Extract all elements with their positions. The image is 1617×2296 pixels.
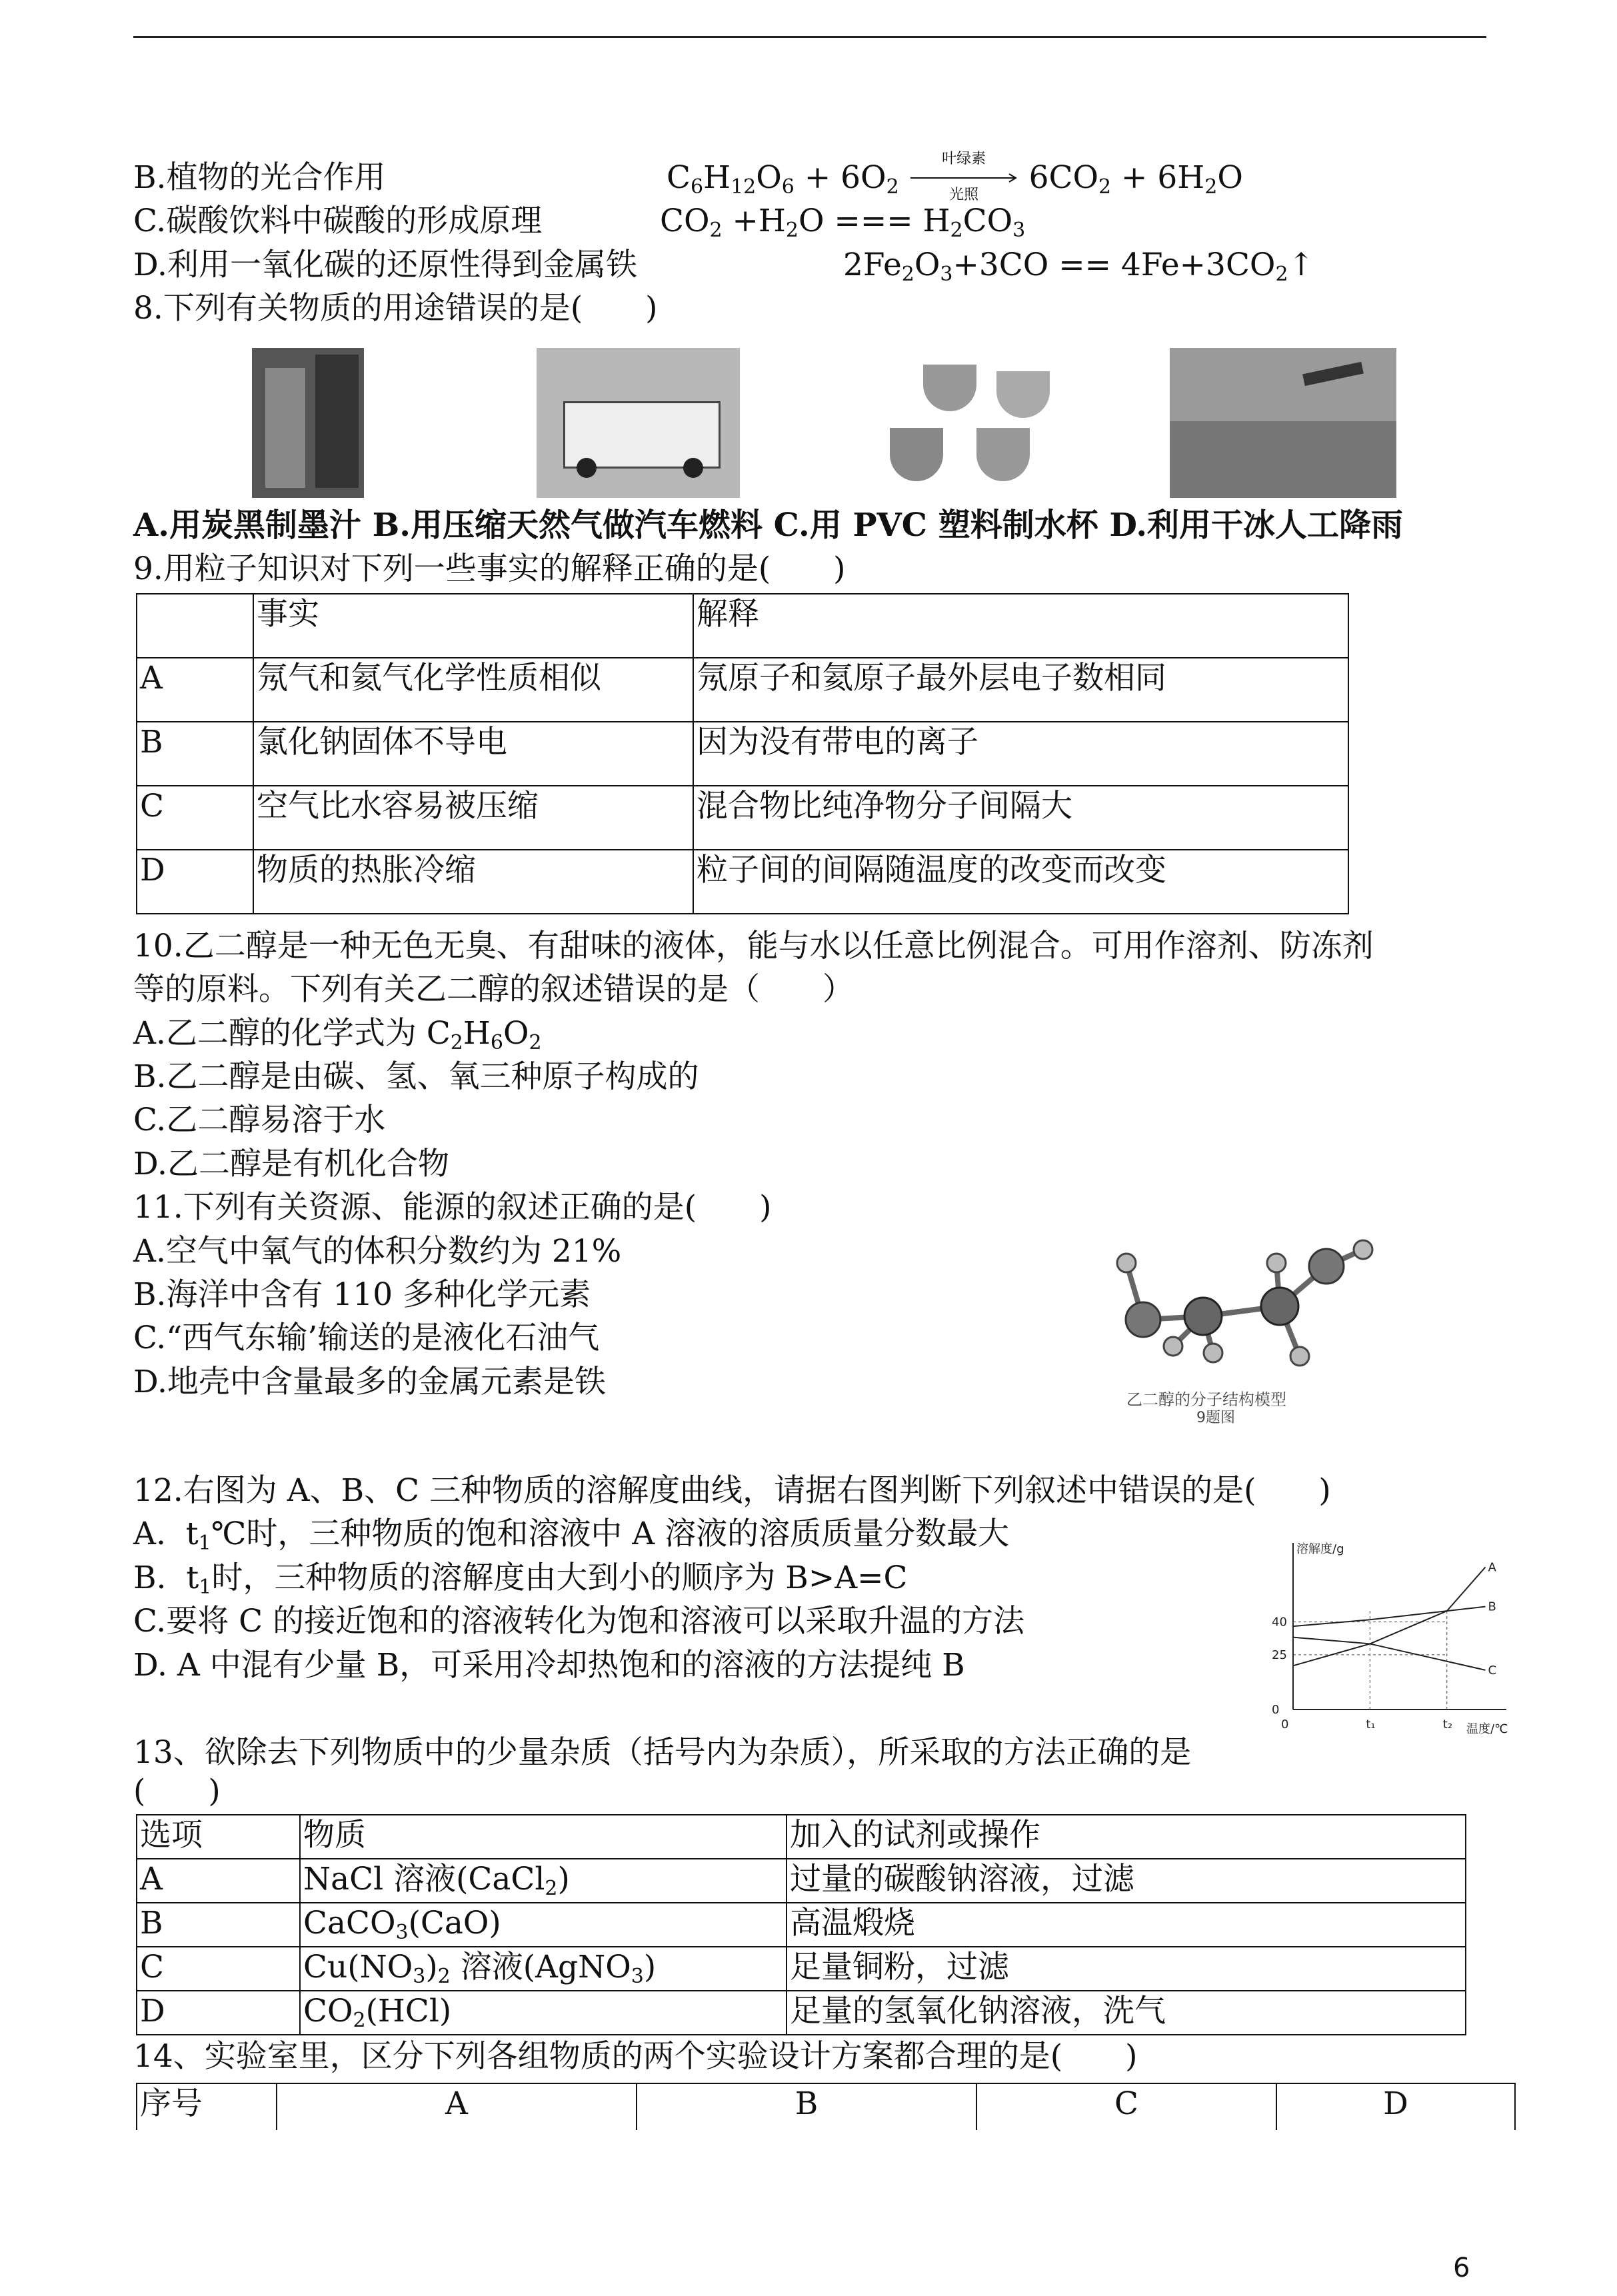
table-row xyxy=(137,786,1348,850)
q14-table xyxy=(136,2083,1516,2130)
series-line xyxy=(1293,1567,1485,1666)
q9-cell: 空气比水容易被压缩 xyxy=(253,786,693,850)
q12-stem: 12.右图为 A、B、C 三种物质的溶解度曲线，请据右图判断下列叙述中错误的是( ) xyxy=(133,1472,1331,1509)
q12-option-a: A. $t_1℃$时，三种物质的饱和溶液中 A 溶液的溶质质量分数最大 xyxy=(133,1516,1010,1555)
q7-option-c: C.碳酸饮料中碳酸的形成原理 xyxy=(133,203,543,239)
iron-reduction-equation: $2Fe_2O_3+3CO$ == $4Fe+3CO_2↑$ xyxy=(843,247,1314,286)
q8-options: A.用炭黑制墨汁 B.用压缩天然气做汽车燃料 C.用 PVC 塑料制水杯 D.利用干冰人工降雨 xyxy=(133,507,1404,544)
y-axis-label: 溶解度/g xyxy=(1296,1542,1344,1556)
q13-cell: NaCl 溶液(CaCl$_2$) xyxy=(300,1859,787,1903)
table-row xyxy=(137,1903,1466,1947)
q14-header-cell: 序号 xyxy=(137,2083,277,2130)
q14-header-cell: A xyxy=(277,2083,637,2130)
q11-option-b: B.海洋中含有 110 多种化学元素 xyxy=(133,1276,591,1313)
q10-option-b: B.乙二醇是由碳、氢、氧三种原子构成的 xyxy=(133,1058,699,1095)
q9-stem: 9.用粒子知识对下列一些事实的解释正确的是( ) xyxy=(133,551,846,587)
q9-cell: C xyxy=(137,786,253,850)
q10-stem-line1: 10.乙二醇是一种无色无臭、有甜味的液体，能与水以任意比例混合。可用作溶剂、防冻剂 xyxy=(133,928,1374,964)
q13-cell: A xyxy=(137,1859,300,1903)
q9-header-cell xyxy=(137,594,253,658)
model-caption: 乙二醇的分子结构模型 xyxy=(1126,1390,1286,1409)
q9-cell: 氯化钠固体不导电 xyxy=(253,722,693,786)
q13-table xyxy=(136,1814,1466,2035)
q9-header-cell: 事实 xyxy=(253,594,693,658)
series-label: C xyxy=(1488,1663,1497,1678)
q13-cell: D xyxy=(137,1991,300,2035)
q9-header-cell: 解释 xyxy=(693,594,1348,658)
q13-stem-bracket: ( ) xyxy=(133,1773,221,1809)
q13-cell: C xyxy=(137,1947,300,1991)
series-line xyxy=(1293,1638,1485,1670)
q13-cell: CaCO$_3$(CaO) xyxy=(300,1903,787,1947)
q9-cell: 氖气和氦气化学性质相似 xyxy=(253,658,693,722)
q10-option-a: A.乙二醇的化学式为 $C_2H_6O_2$ xyxy=(133,1015,542,1054)
plastic-cups-image xyxy=(883,348,1090,498)
table-row xyxy=(137,850,1348,914)
q9-cell: 氖原子和氦原子最外层电子数相同 xyxy=(693,658,1348,722)
photosynthesis-equation: $C_6H_{12}O_6 + 6O_2$ 叶绿素 光照 $6CO_2 + 6H_2O$ xyxy=(667,151,1243,203)
q13-cell: 高温煅烧 xyxy=(787,1903,1466,1947)
y-tick-label: 25 xyxy=(1272,1648,1287,1662)
series-label: A xyxy=(1488,1560,1496,1575)
q11-stem: 11.下列有关资源、能源的叙述正确的是( ) xyxy=(133,1189,772,1226)
series-label: B xyxy=(1488,1600,1496,1614)
q9-cell: A xyxy=(137,658,253,722)
x-tick-label: t₁ xyxy=(1366,1718,1376,1731)
q7-option-b: B.植物的光合作用 xyxy=(133,159,386,196)
q10-option-c: C.乙二醇易溶于水 xyxy=(133,1102,386,1138)
q9-cell: 物质的热胀冷缩 xyxy=(253,850,693,914)
q9-cell: 混合物比纯净物分子间隔大 xyxy=(693,786,1348,850)
q12-option-d: D. A 中混有少量 B，可采用冷却热饱和的溶液的方法提纯 B xyxy=(133,1647,965,1684)
table-row xyxy=(137,1947,1466,1991)
q13-header-cell: 物质 xyxy=(300,1815,787,1859)
rainmaking-plane-image xyxy=(1170,348,1396,498)
q12-option-b: B. $t_1$时，三种物质的溶解度由大到小的顺序为 B>A=C xyxy=(133,1560,908,1599)
q13-header-cell: 加入的试剂或操作 xyxy=(787,1815,1466,1859)
x-tick-label: t₂ xyxy=(1442,1718,1453,1731)
q13-header-cell: 选项 xyxy=(137,1815,300,1859)
table-row xyxy=(137,1859,1466,1903)
q9-cell: 因为没有带电的离子 xyxy=(693,722,1348,786)
q11-option-d: D.地壳中含量最多的金属元素是铁 xyxy=(133,1364,606,1400)
q9-cell: 粒子间的间隔随温度的改变而改变 xyxy=(693,850,1348,914)
reaction-arrow: 叶绿素 光照 xyxy=(909,158,1019,198)
q8-stem: 8.下列有关物质的用途错误的是( ) xyxy=(133,290,658,327)
q9-table xyxy=(136,593,1349,914)
molecule-model-icon xyxy=(1086,1236,1393,1383)
q13-stem: 13、欲除去下列物质中的少量杂质（括号内为杂质），所采取的方法正确的是 xyxy=(133,1734,1192,1771)
table-row xyxy=(137,1991,1466,2035)
q14-header-cell: C xyxy=(976,2083,1276,2130)
ink-bottle-image xyxy=(252,348,364,498)
q11-option-a: A.空气中氧气的体积分数约为 21% xyxy=(133,1233,622,1270)
q13-cell: 过量的碳酸钠溶液，过滤 xyxy=(787,1859,1466,1903)
ethylene-glycol-model-figure xyxy=(1086,1236,1393,1426)
y-tick-label: 40 xyxy=(1272,1615,1287,1630)
q10-option-d: D.乙二醇是有机化合物 xyxy=(133,1146,449,1182)
q14-stem: 14、实验室里，区分下列各组物质的两个实验设计方案都合理的是( ) xyxy=(133,2038,1138,2075)
q13-cell: 足量的氢氧化钠溶液，洗气 xyxy=(787,1991,1466,2035)
q12-option-c: C.要将 C 的接近饱和的溶液转化为饱和溶液可以采取升温的方法 xyxy=(133,1603,1025,1640)
q13-cell: $CO_2(HCl)$ xyxy=(300,1991,787,2035)
x-axis-label: 温度/℃ xyxy=(1466,1722,1508,1736)
bus-image xyxy=(537,348,740,498)
q13-cell: 足量铜粉，过滤 xyxy=(787,1947,1466,1991)
header-rule xyxy=(133,36,1486,38)
carbonic-acid-equation: $CO_2 +H_2O$ === $H_2CO_3$ xyxy=(660,203,1026,242)
y-tick-label: 0 xyxy=(1272,1703,1280,1717)
model-sub-caption: 9题图 xyxy=(1196,1410,1235,1426)
q14-header-cell: B xyxy=(637,2083,976,2130)
table-row xyxy=(137,658,1348,722)
q10-stem-line2: 等的原料。下列有关乙二醇的叙述错误的是（ ） xyxy=(133,971,854,1008)
page-number: 6 xyxy=(1453,2253,1470,2283)
q14-header-cell: D xyxy=(1276,2083,1515,2130)
q9-cell: B xyxy=(137,722,253,786)
q13-cell: $Cu(NO_3)_2$ 溶液(AgNO$_3$) xyxy=(300,1947,787,1991)
table-row xyxy=(137,722,1348,786)
x-tick-label: 0 xyxy=(1281,1718,1289,1731)
solubility-curve-chart xyxy=(1263,1536,1516,1736)
series-line xyxy=(1293,1607,1485,1627)
q9-cell: D xyxy=(137,850,253,914)
q7-option-d: D.利用一氧化碳的还原性得到金属铁 xyxy=(133,247,637,283)
q13-cell: B xyxy=(137,1903,300,1947)
q11-option-c: C.“西气东输’输送的是液化石油气 xyxy=(133,1320,600,1356)
